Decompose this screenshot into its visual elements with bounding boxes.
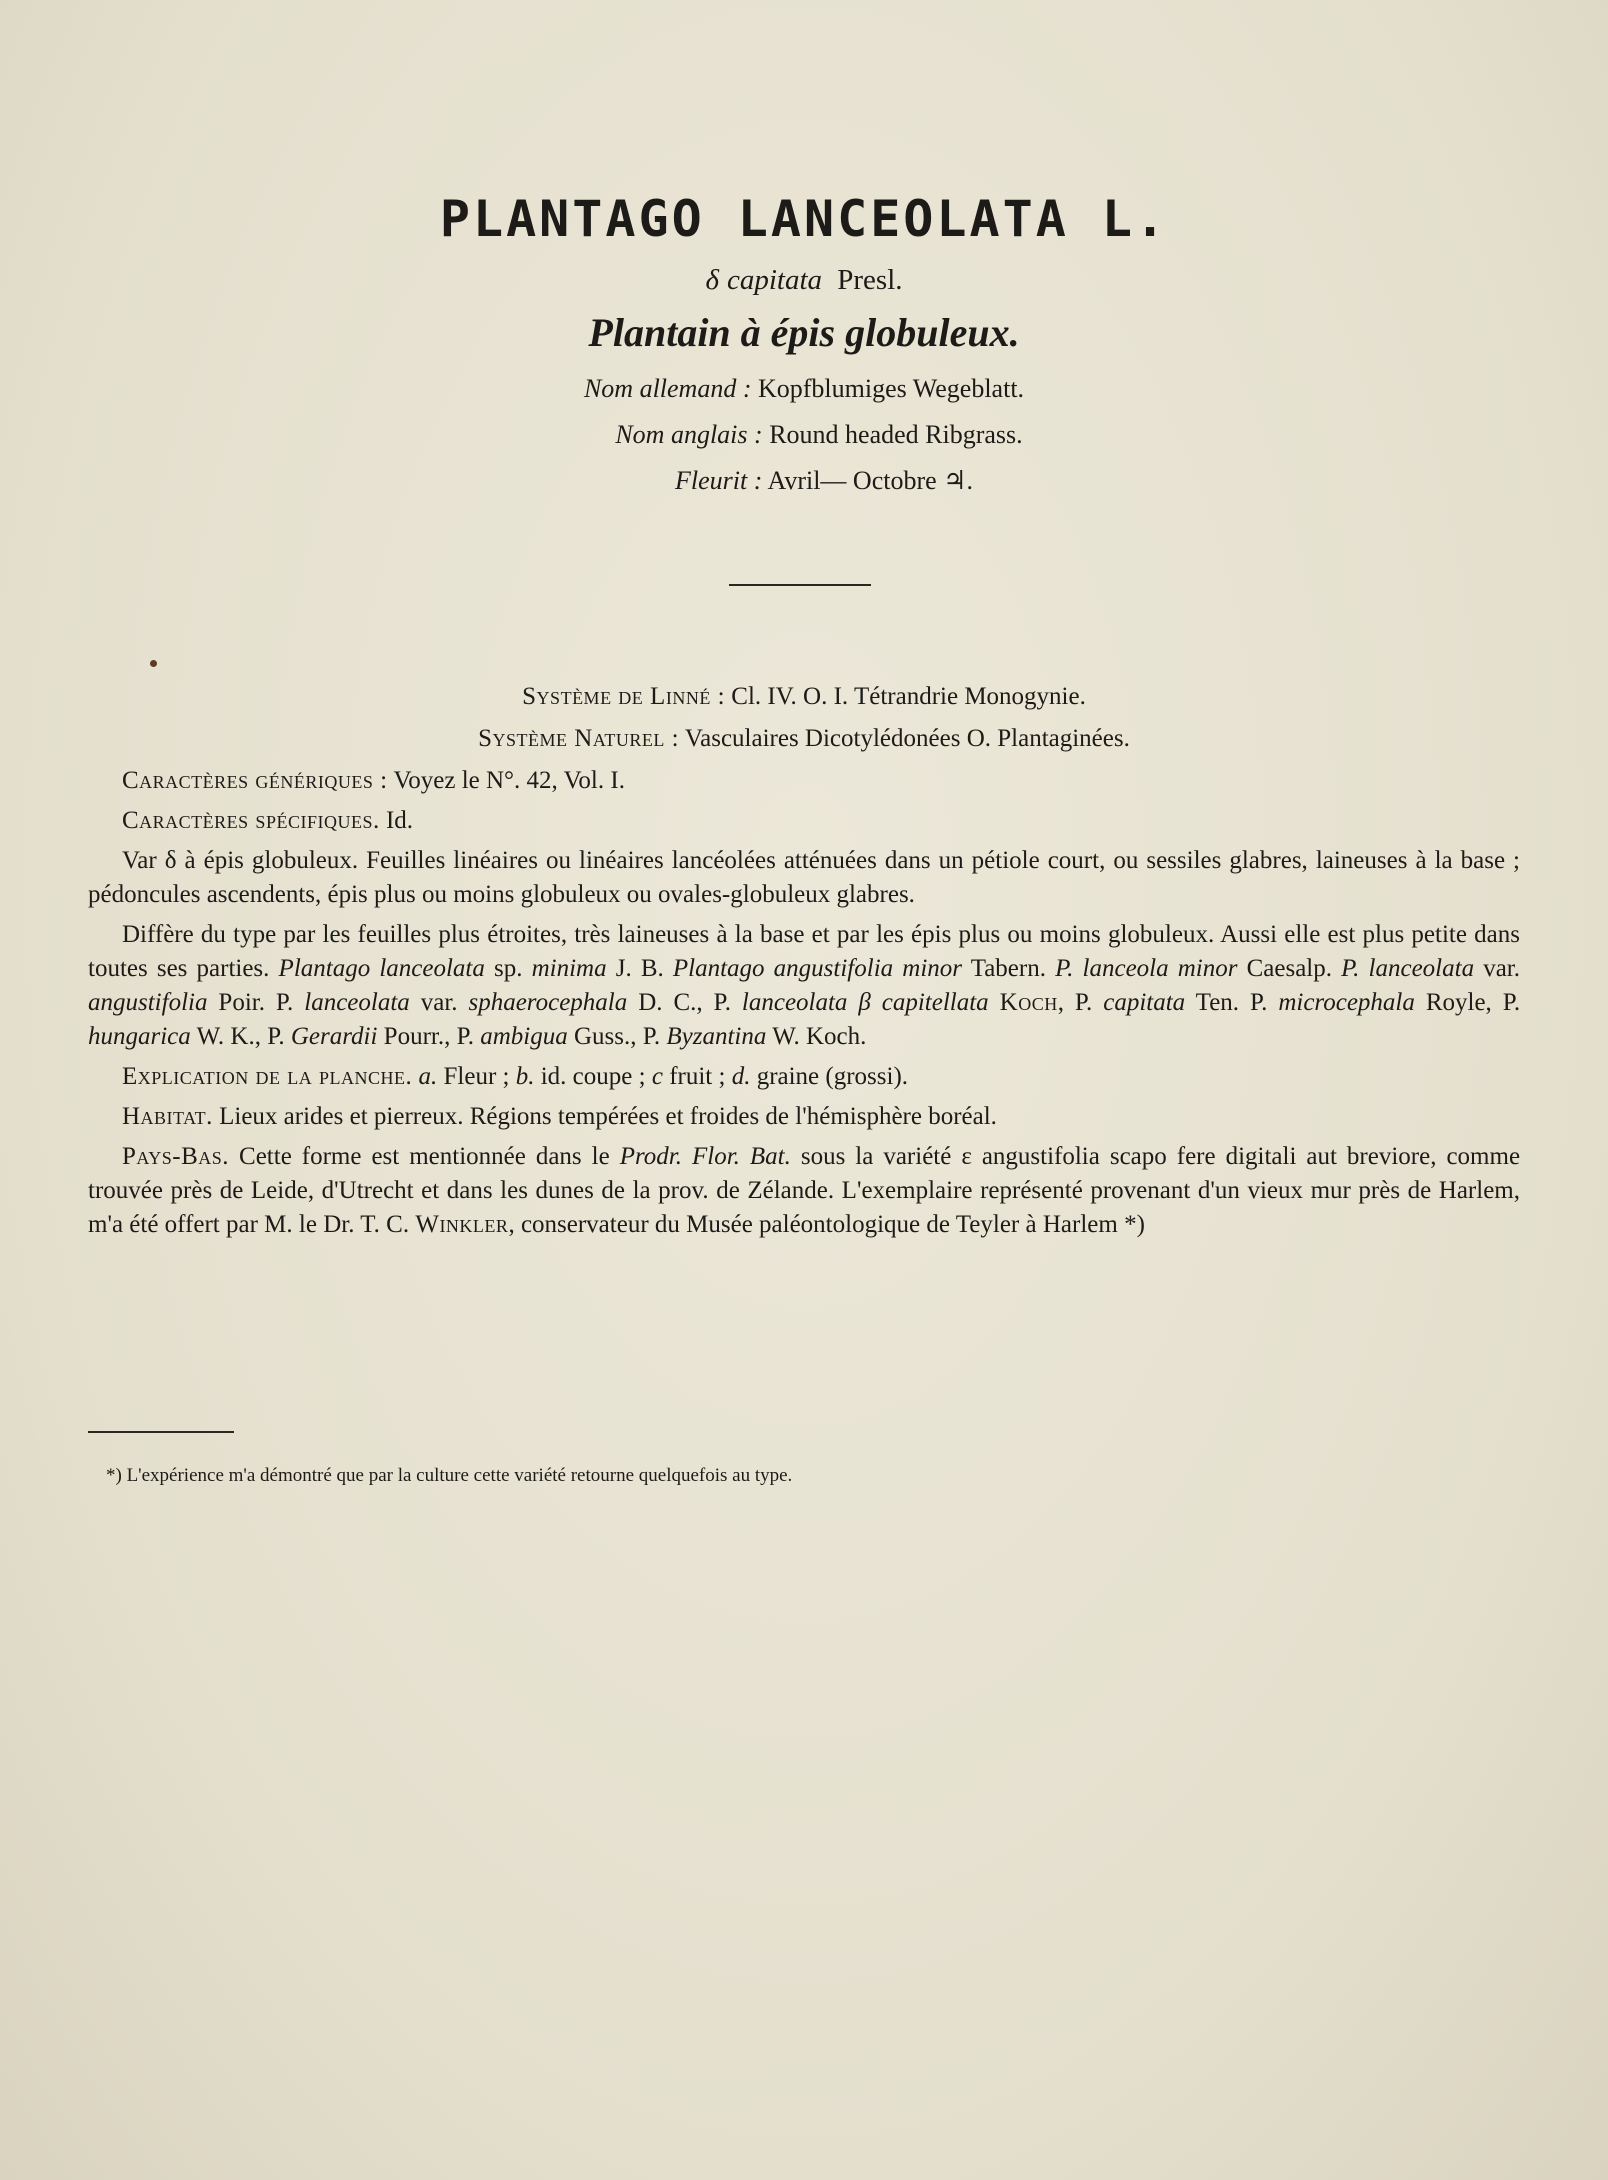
synonym-author: Tabern. — [970, 955, 1046, 982]
synonym-author: Royle, P. — [1425, 989, 1521, 1016]
generic-characters — [88, 764, 1520, 798]
synonym-author: Ten. P. — [1195, 989, 1268, 1016]
paysbas-text-3: , conservateur du Musée paléontologique de Teyler à Harlem *) — [508, 1211, 1145, 1238]
prodromus-title: Prodr. Flor. Bat. — [619, 1143, 791, 1170]
synonym-author: var. — [1483, 955, 1520, 982]
synonym: ambigua — [480, 1023, 568, 1050]
synonym-author: Guss., P. — [573, 1023, 661, 1050]
linne-value: Cl. IV. O. I. Tétrandrie Monogynie. — [731, 683, 1086, 710]
english-label: Nom anglais : — [615, 420, 763, 449]
synonym-author: D. C., P. — [638, 989, 731, 1016]
explication-label: Explication de la planche. — [122, 1063, 413, 1090]
german-value: Kopfblumiges Wegeblatt. — [758, 374, 1025, 403]
synonym-author: J. B. — [615, 955, 664, 982]
specific-characters — [88, 804, 1520, 838]
plate-explanation — [88, 1060, 1520, 1094]
synonym-author: , P. — [1057, 989, 1093, 1016]
synonym: P. lanceola minor — [1055, 955, 1238, 982]
differences-paragraph — [88, 918, 1520, 1054]
synonym: angustifolia — [88, 989, 208, 1016]
linne-system-line — [88, 680, 1520, 714]
flowering-label: Fleurit : — [675, 466, 763, 495]
variety-name: capitata — [726, 264, 823, 296]
synonym-author: W. Koch. — [772, 1023, 867, 1050]
synonym: lanceolata — [304, 989, 410, 1016]
synonym: Gerardii — [290, 1023, 378, 1050]
synonym: sphaerocephala — [468, 989, 628, 1016]
generic-label: Caractères génériques : — [122, 767, 388, 794]
header — [0, 190, 1608, 504]
paysbas-text-2: sous la variété ε angustifolia scapo fere digitali aut breviore, comme trouvée près de Leide, d'Utrecht et dans les dunes de la prov. de Zélande. L'exemplaire représenté provenant d'un vieux mur près de Harlem, m'a été offert par M. le Dr. T. C. — [88, 1143, 1521, 1238]
english-value: Round headed Ribgrass. — [769, 420, 1023, 449]
description-body — [88, 680, 1520, 1248]
synonym: microcephala — [1278, 989, 1415, 1016]
french-name: Plantain à épis globuleux. — [588, 310, 1020, 355]
generic-value: Voyez le N°. 42, Vol. I. — [393, 767, 625, 794]
synonym: minima — [531, 955, 607, 982]
english-name-line — [0, 412, 1608, 458]
fig-key-c: c — [651, 1063, 663, 1090]
synonym-author: Pourr., P. — [383, 1023, 474, 1050]
variety-line — [0, 262, 1608, 298]
species-title: PLANTAGO LANCEOLATA L. — [439, 190, 1169, 248]
fig-key-b: b. — [515, 1063, 535, 1090]
fig-desc-b: id. coupe ; — [540, 1063, 646, 1090]
paysbas-text-1: Cette forme est mentionnée dans le — [239, 1143, 610, 1170]
flowering-line — [0, 458, 1608, 504]
variety-symbol: δ — [705, 264, 719, 296]
winkler-name: Winkler — [415, 1211, 509, 1238]
differences-text: Diffère du type par les feuilles plus étroites, très laineuses à la base et par les épis plus ou moins globuleux. Aussi elle est plus petite dans toutes ses parties. — [88, 921, 1520, 982]
synonym: P. lanceolata — [1341, 955, 1475, 982]
german-name-line — [0, 366, 1608, 412]
naturel-label: Système Naturel : — [478, 725, 680, 752]
synonym-author: sp. — [494, 955, 523, 982]
synonym-author: Caesalp. — [1246, 955, 1332, 982]
synonym: hungarica — [88, 1023, 191, 1050]
fig-desc-a: Fleur ; — [443, 1063, 510, 1090]
footnote-rule — [88, 1431, 234, 1433]
habitat-label: Habitat. — [122, 1103, 213, 1130]
specific-value: Id. — [385, 807, 414, 834]
specific-label: Caractères spécifiques. — [122, 807, 380, 834]
header-divider — [729, 584, 871, 586]
synonym-author-koch: Koch — [999, 989, 1058, 1016]
variety-description: Var δ à épis globuleux. Feuilles linéaires ou linéaires lancéolées atténuées dans un pétiole court, ou sessiles glabres, laineuses à la base ; pédoncules ascendents, épis plus ou moins globuleux ou ovales-globuleux glabres. — [88, 847, 1520, 908]
fig-key-a: a. — [418, 1063, 438, 1090]
synonym: Byzantina — [666, 1023, 767, 1050]
synonym: Plantago lanceolata — [278, 955, 485, 982]
linne-label: Système de Linné : — [522, 683, 726, 710]
fig-desc-d: graine (grossi). — [756, 1063, 909, 1090]
netherlands-paragraph — [88, 1140, 1520, 1242]
flowering-value: Avril— Octobre ♃. — [767, 466, 973, 495]
habitat-value: Lieux arides et pierreux. Régions tempérées et froides de l'hémisphère boréal. — [219, 1103, 997, 1130]
synonym: Plantago angustifolia minor — [672, 955, 962, 982]
synonym-author: Poir. P. — [218, 989, 294, 1016]
natural-system-line — [88, 722, 1520, 756]
naturel-value: Vasculaires Dicotylédonées O. Plantaginées. — [684, 725, 1130, 752]
footnote: *) L'expérience m'a démontré que par la culture cette variété retourne quelquefois au type. — [106, 1465, 793, 1486]
habitat-paragraph — [88, 1100, 1520, 1134]
fig-key-d: d. — [731, 1063, 751, 1090]
synonym-author: W. K., P. — [196, 1023, 285, 1050]
synonym: capitata — [1103, 989, 1186, 1016]
paysbas-label: Pays-Bas. — [122, 1143, 230, 1170]
ink-speck — [150, 660, 157, 667]
variety-author: Presl. — [837, 264, 903, 296]
synonym: lanceolata β capitellata — [741, 989, 989, 1016]
german-label: Nom allemand : — [583, 374, 752, 403]
synonym-author: var. — [420, 989, 458, 1016]
fig-desc-c: fruit ; — [669, 1063, 726, 1090]
